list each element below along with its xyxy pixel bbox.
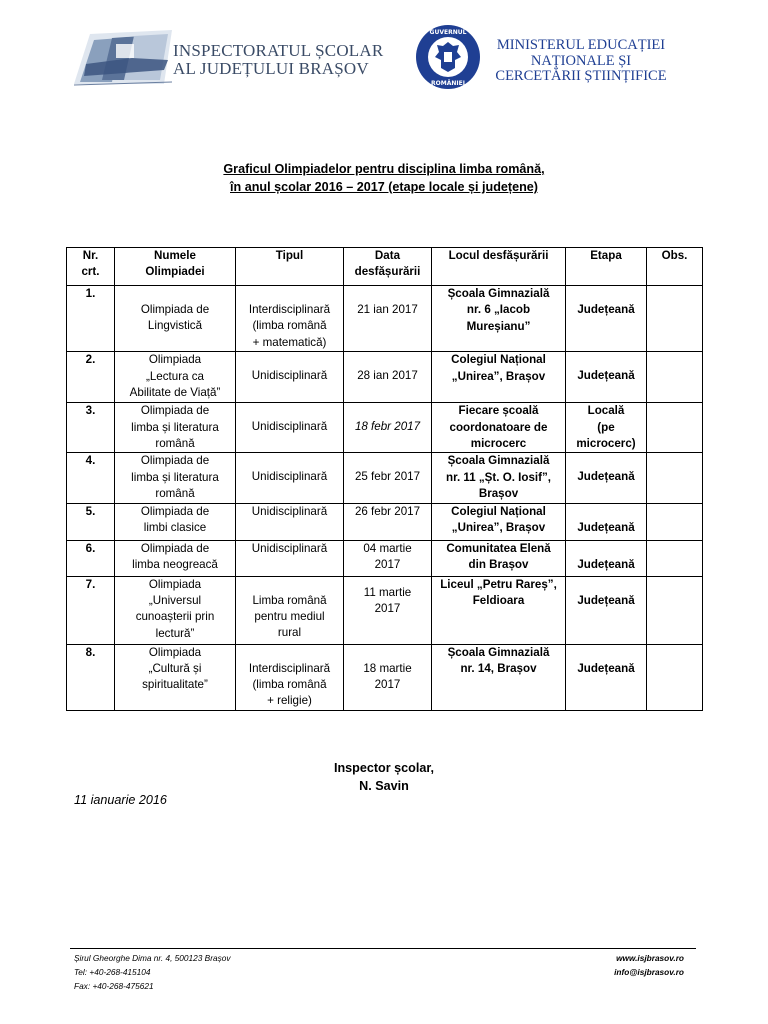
cell-name: Olimpiada de limba și literatura română — [115, 453, 236, 503]
footer-web — [614, 951, 684, 979]
cell-type: Unidisciplinară — [236, 540, 344, 576]
cell-nr: 7. — [67, 576, 115, 644]
ministry-line1: MINISTERUL EDUCAȚIEI — [496, 37, 666, 53]
header-nr: Nr. crt. — [67, 248, 115, 286]
footer-address: Șirul Gheorghe Dima nr. 4, 500123 Brașov — [74, 953, 231, 963]
cell-date: 04 martie 2017 — [344, 540, 432, 576]
cell-type: Unidisciplinară — [236, 453, 344, 503]
document-title — [0, 160, 768, 196]
cell-obs — [647, 644, 703, 710]
footer-tel: Tel: +40-268-415104 — [74, 967, 151, 977]
document-date: 11 ianuarie 2016 — [74, 793, 167, 807]
cell-location: Colegiul Național „Unirea”, Brașov — [432, 352, 566, 403]
isj-name-line2: AL JUDEȚULUI BRAȘOV — [173, 59, 369, 78]
cell-type: Interdisciplinară (limba română + matematică) — [236, 286, 344, 352]
footer-email-link[interactable]: info@isjbrasov.ro — [614, 967, 684, 977]
title-line2: în anul școlar 2016 – 2017 (etape locale și județene) — [230, 180, 538, 194]
table-row — [67, 644, 703, 710]
signature-name: N. Savin — [359, 779, 409, 793]
cell-nr: 1. — [67, 286, 115, 352]
cell-name: Olimpiada de Lingvistică — [115, 286, 236, 352]
footer-divider — [70, 948, 696, 949]
seal-text-top: GUVERNUL — [429, 29, 467, 36]
signature-role: Inspector școlar, — [333, 761, 435, 775]
cell-date: 28 ian 2017 — [344, 352, 432, 403]
ministry-line2: NAȚIONALE ȘI — [530, 52, 632, 69]
cell-location: Comunitatea Elenă din Brașov — [432, 540, 566, 576]
cell-date: 25 febr 2017 — [344, 453, 432, 503]
cell-obs — [647, 352, 703, 403]
ministry-name — [481, 38, 681, 85]
cell-date: 26 febr 2017 — [344, 503, 432, 540]
cell-type: Interdisciplinară (limba română + religie) — [236, 644, 344, 710]
cell-obs — [647, 576, 703, 644]
table-header-row — [67, 248, 703, 286]
cell-location: Liceul „Petru Rareș”, Feldioara — [432, 576, 566, 644]
cell-date: 18 martie 2017 — [344, 644, 432, 710]
cell-name: Olimpiada de limba și literatura română — [115, 403, 236, 453]
table-row — [67, 286, 703, 352]
table-row — [67, 503, 703, 540]
header-stage: Etapa — [566, 248, 647, 286]
cell-nr: 4. — [67, 453, 115, 503]
cell-type: Unidisciplinară — [236, 503, 344, 540]
title-line1: Graficul Olimpiadelor pentru disciplina limba română, — [223, 162, 545, 176]
header-location: Locul desfășurării — [432, 248, 566, 286]
cell-location: Școala Gimnazială nr. 14, Brașov — [432, 644, 566, 710]
cell-location: Fiecare școală coordonatoare de microcerc — [432, 403, 566, 453]
cell-obs — [647, 286, 703, 352]
cell-type: Unidisciplinară — [236, 403, 344, 453]
cell-nr: 5. — [67, 503, 115, 540]
cell-nr: 8. — [67, 644, 115, 710]
ministry-line3: CERCETĂRII ȘTIINȚIFICE — [495, 68, 667, 84]
table-row — [67, 540, 703, 576]
table-row — [67, 352, 703, 403]
cell-obs — [647, 453, 703, 503]
cell-nr: 6. — [67, 540, 115, 576]
cell-stage: Județeană — [566, 503, 647, 540]
cell-stage: Județeană — [566, 540, 647, 576]
cell-nr: 2. — [67, 352, 115, 403]
cell-stage: Județeană — [566, 644, 647, 710]
table-body — [67, 286, 703, 711]
isj-name-line1: INSPECTORATUL ȘCOLAR — [173, 41, 384, 60]
seal-text-bottom: ROMÂNIEI — [431, 80, 465, 87]
footer-fax: Fax: +40-268-475621 — [74, 981, 154, 991]
cell-obs — [647, 540, 703, 576]
government-seal-logo — [415, 24, 481, 90]
cell-name: Olimpiada „Universul cunoașterii prin lectură” — [115, 576, 236, 644]
header-name: Numele Olimpiadei — [115, 248, 236, 286]
cell-type: Limba română pentru mediul rural — [236, 576, 344, 644]
table-row — [67, 453, 703, 503]
table-row — [67, 576, 703, 644]
cell-stage: Județeană — [566, 352, 647, 403]
cell-stage: Județeană — [566, 453, 647, 503]
cell-date: 11 martie 2017 — [344, 576, 432, 644]
footer-contact — [74, 951, 231, 993]
olympiad-table — [66, 247, 703, 711]
cell-stage: Județeană — [566, 286, 647, 352]
signature — [0, 759, 768, 795]
cell-obs — [647, 403, 703, 453]
isj-name — [173, 42, 383, 78]
cell-name: Olimpiada de limba neogreacă — [115, 540, 236, 576]
cell-type: Unidisciplinară — [236, 352, 344, 403]
cell-name: Olimpiada de limbi clasice — [115, 503, 236, 540]
cell-date: 21 ian 2017 — [344, 286, 432, 352]
header-date: Data desfășurării — [344, 248, 432, 286]
cell-location: Școala Gimnazială nr. 11 „Șt. O. Iosif”, Brașov — [432, 453, 566, 503]
cell-obs — [647, 503, 703, 540]
cell-name: Olimpiada „Lectura ca Abilitate de Viață” — [115, 352, 236, 403]
cell-location: Colegiul Național „Unirea”, Brașov — [432, 503, 566, 540]
table-row — [67, 403, 703, 453]
header-obs: Obs. — [647, 248, 703, 286]
footer-website-link[interactable]: www.isjbrasov.ro — [616, 953, 684, 963]
cell-nr: 3. — [67, 403, 115, 453]
cell-stage: Locală (pe microcerc) — [566, 403, 647, 453]
cell-location: Școala Gimnazială nr. 6 „Iacob Mureșianu” — [432, 286, 566, 352]
header-type: Tipul — [236, 248, 344, 286]
cell-stage: Județeană — [566, 576, 647, 644]
cell-name: Olimpiada „Cultură și spiritualitate” — [115, 644, 236, 710]
cell-date: 18 febr 2017 — [344, 403, 432, 453]
